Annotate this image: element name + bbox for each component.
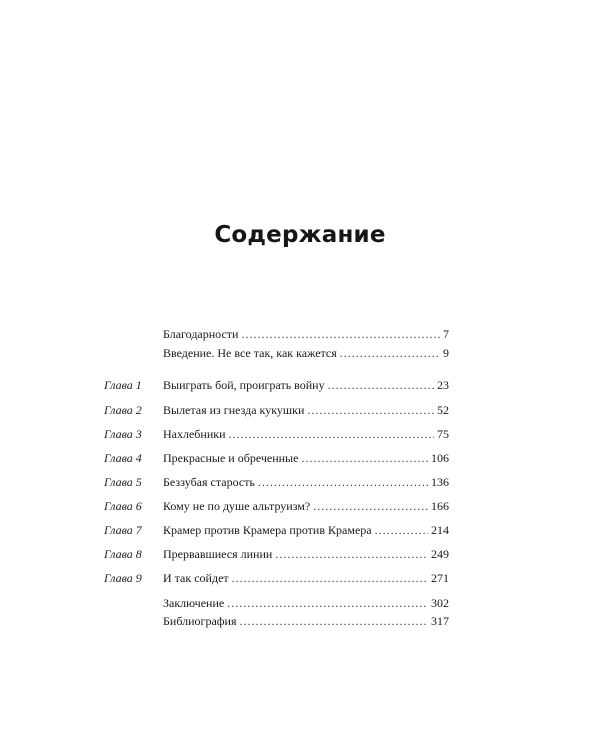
chapter-label: Глава 6 — [104, 499, 142, 513]
toc-entry-title: Введение. Не все так, как кажется — [163, 346, 337, 360]
chapter-label: Глава 3 — [104, 427, 142, 441]
dot-leader — [313, 496, 428, 516]
dot-leader — [240, 611, 429, 631]
toc-entry-title: Кому не по душе альтруизм? — [163, 499, 311, 513]
toc-page-number: 7 — [443, 327, 449, 341]
dot-leader — [340, 343, 440, 363]
toc-entry-introduction[interactable] — [163, 343, 449, 363]
toc-entry-chapter-4[interactable] — [163, 448, 449, 468]
toc-page-number: 214 — [431, 523, 449, 537]
toc-entry-chapter-9[interactable] — [163, 568, 449, 588]
toc-entry-chapter-1[interactable] — [163, 375, 449, 395]
toc-page-number: 166 — [431, 499, 449, 513]
toc-page-number: 75 — [437, 427, 449, 441]
toc-entry-chapter-5[interactable] — [163, 472, 449, 492]
toc-page-number: 302 — [431, 596, 449, 610]
toc-page-number: 249 — [431, 547, 449, 561]
toc-entry-title: И так сойдет — [163, 571, 229, 585]
dot-leader — [307, 400, 434, 420]
toc-entry-chapter-2[interactable] — [163, 400, 449, 420]
toc-entry-chapter-8[interactable] — [163, 544, 449, 564]
toc-entry-title: Крамер против Крамера против Крамера — [163, 523, 372, 537]
chapter-label: Глава 4 — [104, 451, 142, 465]
toc-entry-title: Прекрасные и обреченные — [163, 451, 299, 465]
toc-page-number: 317 — [431, 614, 449, 628]
dot-leader — [258, 472, 428, 492]
toc-entry-title: Заключение — [163, 596, 225, 610]
chapter-label: Глава 2 — [104, 403, 142, 417]
toc-page-number: 9 — [443, 346, 449, 360]
toc-entry-acknowledgements[interactable] — [163, 324, 449, 344]
toc-entry-bibliography[interactable] — [163, 611, 449, 631]
chapter-label: Глава 8 — [104, 547, 142, 561]
toc-entry-title: Прервавшиеся линии — [163, 547, 273, 561]
toc-entry-chapter-6[interactable] — [163, 496, 449, 516]
toc-entry-chapter-3[interactable] — [163, 424, 449, 444]
toc-entry-title: Благодарности — [163, 327, 239, 341]
dot-leader — [328, 375, 434, 395]
dot-leader — [229, 424, 434, 444]
chapter-label: Глава 1 — [104, 378, 142, 392]
toc-entry-conclusion[interactable] — [163, 593, 449, 613]
toc-entry-title: Выиграть бой, проиграть войну — [163, 378, 325, 392]
toc-page-number: 23 — [437, 378, 449, 392]
toc-entry-title: Беззубая старость — [163, 475, 255, 489]
toc-page-number: 271 — [431, 571, 449, 585]
toc-page-number: 106 — [431, 451, 449, 465]
page-title: Содержание — [214, 222, 386, 248]
chapter-label: Глава 7 — [104, 523, 142, 537]
dot-leader — [301, 448, 428, 468]
toc-entry-title: Вылетая из гнезда кукушки — [163, 403, 305, 417]
dot-leader — [275, 544, 428, 564]
chapter-label: Глава 5 — [104, 475, 142, 489]
toc-page-number: 52 — [437, 403, 449, 417]
chapter-label: Глава 9 — [104, 571, 142, 585]
dot-leader — [232, 568, 428, 588]
toc-entry-chapter-7[interactable] — [163, 520, 449, 540]
dot-leader — [227, 593, 428, 613]
dot-leader — [375, 520, 428, 540]
toc-entry-title: Библиография — [163, 614, 237, 628]
toc-page-number: 136 — [431, 475, 449, 489]
dot-leader — [241, 324, 440, 344]
toc-entry-title: Нахлебники — [163, 427, 226, 441]
